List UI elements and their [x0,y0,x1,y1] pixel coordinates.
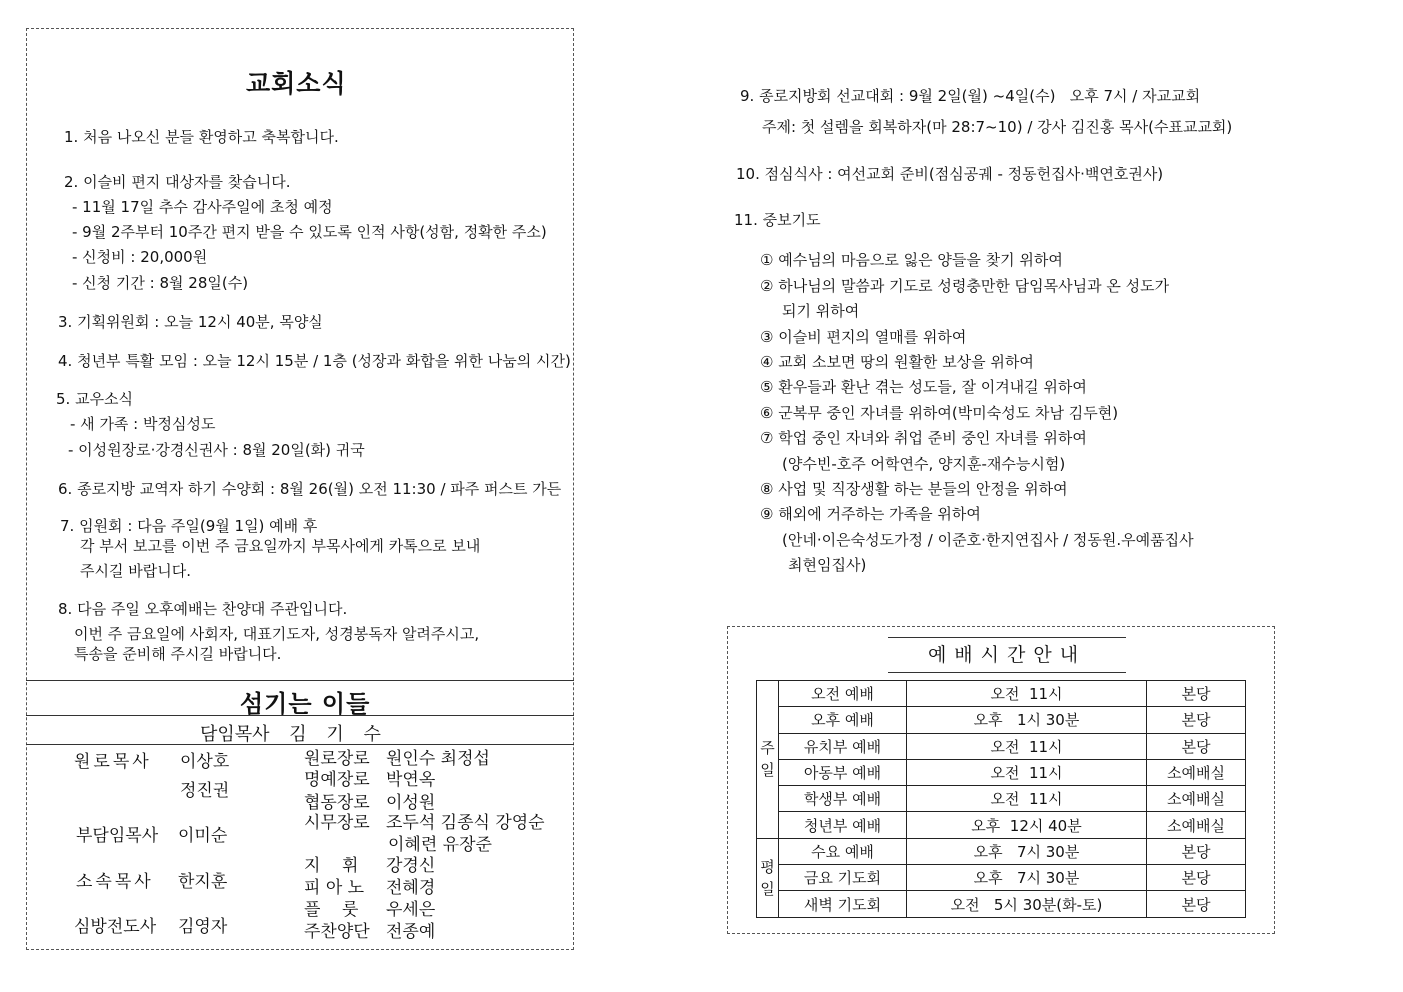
table-row [757,681,1246,707]
role-label: 협동장로 [304,793,370,813]
service-place: 소예배실 [1147,759,1246,785]
news-item-3: 3. 기획위원회 : 오늘 12시 40분, 목양실 [58,313,323,331]
news-subitem: - 9월 2주부터 10주간 편지 받을 수 있도록 인적 사항(성함, 정확한 주소) [72,223,547,241]
news-subitem: - 신청 기간 : 8월 28일(수) [72,274,249,292]
table-row [757,786,1246,812]
role-label: 소속목사 [76,872,154,892]
service-time: 오후 7시 30분 [907,838,1147,864]
service-place: 소예배실 [1147,786,1246,812]
person-name: 이혜련 유장준 [388,835,492,855]
divider [26,680,574,681]
person-name: 전종예 [386,922,436,942]
table-row [757,812,1246,838]
news-subitem: - 신청비 : 20,000원 [72,248,208,266]
news-item-8-line: 이번 주 금요일에 사회자, 대표기도자, 성경봉독자 알려주시고, [74,625,480,643]
role-label: 시무장로 [304,813,370,833]
prayer-item: ① 예수님의 마음으로 잃은 양들을 찾기 위하여 [760,251,1063,269]
person-name: 이상호 [180,752,230,772]
service-place: 소예배실 [1147,812,1246,838]
prayer-item: ⑦ 학업 중인 자녀와 취업 준비 중인 자녀를 위하여 [760,429,1087,447]
role-label: 원로장로 [304,749,370,769]
table-row [757,865,1246,891]
role-label: 명예장로 [304,770,370,790]
news-item-1: 1. 처음 나오신 분들 환영하고 축복합니다. [64,128,339,146]
service-name: 아동부 예배 [779,759,907,785]
role-label: 피 아 노 [304,878,365,898]
prayer-item: ③ 이슬비 편지의 열매를 위하여 [760,328,967,346]
news-subitem: - 새 가족 : 박정심성도 [70,415,216,433]
person-name: 박연옥 [386,770,436,790]
service-name: 금요 기도회 [779,865,907,891]
role-label: 부담임목사 [76,826,159,846]
prayer-item: ② 하나님의 말씀과 기도로 성령충만한 담임목사님과 온 성도가 [760,277,1170,295]
weekday-label: 평일 [757,838,779,917]
senior-pastor: 담임목사 김 기 수 [200,724,381,745]
person-name: 조두석 김종식 강영순 [386,813,545,833]
news-item-7-line: 주시길 바랍니다. [80,562,191,580]
service-time: 오전 11시 [907,786,1147,812]
prayer-item: ⑧ 사업 및 직장생활 하는 분들의 안정을 위하여 [760,480,1068,498]
role-label: 플 룻 [304,900,359,920]
news-subitem: - 11월 17일 추수 감사주일에 초청 예정 [72,198,333,216]
servants-title: 섬기는 이들 [240,690,371,718]
person-name: 우세은 [386,900,436,920]
service-name: 새벽 기도회 [779,891,907,917]
person-name: 한지훈 [178,872,228,892]
table-row [757,891,1246,917]
prayer-item: ⑥ 군복무 중인 자녀를 위하여(박미숙성도 차남 김두현) [760,404,1119,422]
news-item-9: 9. 종로지방회 선교대회 : 9월 2일(월) ~4일(수) 오후 7시 / 자교교회 [740,87,1201,105]
service-name: 학생부 예배 [779,786,907,812]
service-name: 오전 예배 [779,681,907,707]
news-item-7-line: 각 부서 보고를 이번 주 금요일까지 부목사에게 카톡으로 보내 [80,537,481,555]
service-place: 본당 [1147,681,1246,707]
role-label: 주찬양단 [304,922,370,942]
table-row [757,759,1246,785]
news-item-5: 5. 교우소식 [56,390,134,408]
table-row [757,707,1246,733]
news-item-10: 10. 점심식사 : 여선교회 준비(점심공궤 - 정동헌집사·백연호권사) [736,165,1164,183]
table-row [757,733,1246,759]
worship-table [756,680,1246,918]
person-name: 김영자 [178,917,228,937]
service-time: 오후 1시 30분 [907,707,1147,733]
news-subitem: - 이성원장로·강경신권사 : 8월 20일(화) 귀국 [68,441,365,459]
service-time: 오후 12시 40분 [907,812,1147,838]
sunday-label: 주일 [757,681,779,839]
service-name: 유치부 예배 [779,733,907,759]
service-place: 본당 [1147,838,1246,864]
service-place: 본당 [1147,865,1246,891]
news-item-4: 4. 청년부 특활 모임 : 오늘 12시 15분 / 1층 (성장과 화합을 위한 나눔의 시간) [58,352,571,370]
role-label: 심방전도사 [74,917,157,937]
table-row [757,838,1246,864]
news-item-8-line: 특송을 준비해 주시길 바랍니다. [74,645,282,663]
prayer-item: ⑨ 해외에 거주하는 가족을 위하여 [760,505,981,523]
role-label: 지 휘 [304,856,359,876]
service-name: 수요 예배 [779,838,907,864]
service-place: 본당 [1147,891,1246,917]
news-title: 교회소식 [246,69,347,98]
prayer-item-line: 되기 위하여 [782,302,860,320]
person-name: 강경신 [386,856,436,876]
person-name: 이미순 [178,826,228,846]
service-place: 본당 [1147,733,1246,759]
service-name: 청년부 예배 [779,812,907,838]
service-time: 오전 5시 30분(화-토) [907,891,1147,917]
service-place: 본당 [1147,707,1246,733]
person-name: 정진권 [180,781,230,801]
prayer-item: ⑤ 환우들과 환난 겪는 성도들, 잘 이겨내길 위하여 [760,378,1087,396]
role-label: 원로목사 [74,752,152,772]
person-name: 원인수 최정섭 [386,749,490,769]
service-name: 오후 예배 [779,707,907,733]
worship-title: 예배시간안내 [888,637,1126,673]
service-time: 오후 7시 30분 [907,865,1147,891]
news-item-8: 8. 다음 주일 오후예배는 찬양대 주관입니다. [58,600,348,618]
service-time: 오전 11시 [907,733,1147,759]
news-item-2: 2. 이슬비 편지 대상자를 찾습니다. [64,173,291,191]
service-time: 오전 11시 [907,759,1147,785]
person-name: 전혜경 [386,878,436,898]
news-item-9-line: 주제: 첫 설렘을 회복하자(마 28:7~10) / 강사 김진홍 목사(수표교교회) [762,118,1233,136]
news-item-11: 11. 중보기도 [734,211,821,229]
prayer-item-line: (양수빈-호주 어학연수, 양지훈-재수능시험) [782,455,1066,473]
prayer-item: ④ 교회 소보면 땅의 원활한 보상을 위하여 [760,353,1034,371]
person-name: 이성원 [386,793,436,813]
prayer-item-line: (안네·이은숙성도가정 / 이준호·한지연집사 / 정동원.우예품집사 [782,531,1194,549]
divider [26,744,574,745]
prayer-item-line: 최현임집사) [788,556,867,574]
service-time: 오전 11시 [907,681,1147,707]
news-item-7: 7. 임원회 : 다음 주일(9월 1일) 예배 후 [60,517,318,535]
divider [26,715,574,716]
news-item-6: 6. 종로지방 교역자 하기 수양회 : 8월 26(월) 오전 11:30 / 파주 퍼스트 가든 [58,480,562,498]
